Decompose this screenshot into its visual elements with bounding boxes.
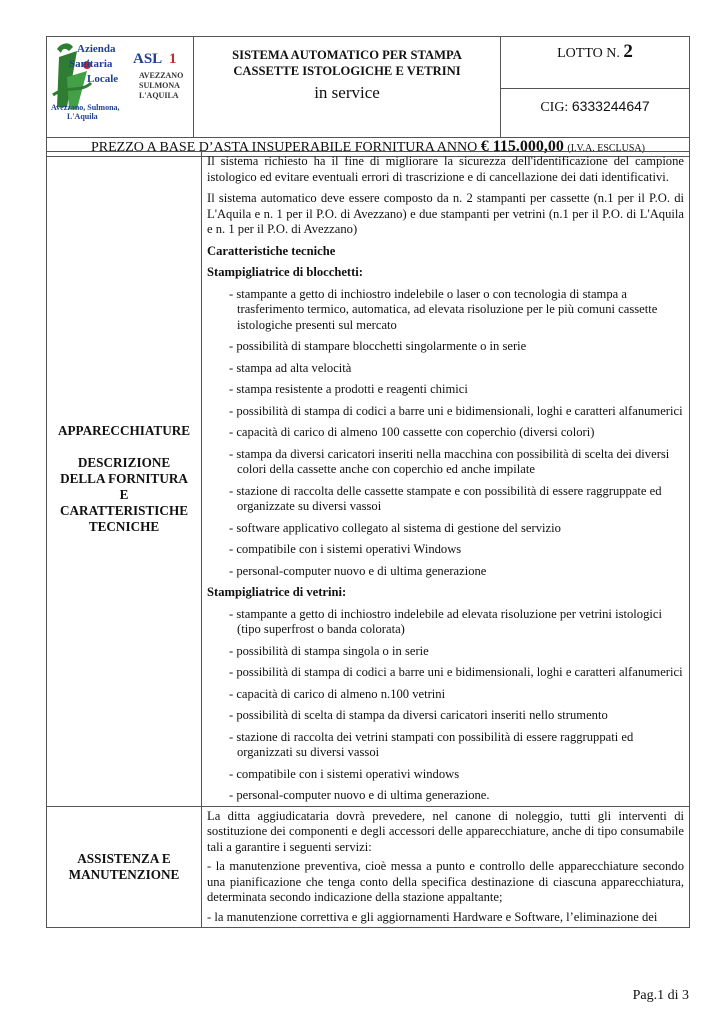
title-line-1: SISTEMA AUTOMATICO PER STAMPA xyxy=(232,48,462,62)
list-item: - capacità di carico di almeno 100 cassette con coperchio (diversi colori) xyxy=(229,425,595,439)
title-line-2: CASSETTE ISTOLOGICHE E VETRINI xyxy=(233,64,461,78)
intro-paragraph-1: Il sistema richiesto ha il fine di migliorare la sicurezza dell'identificazione del campione istologico ed evitare eventuali errori di trascrizione e di cancellazione dei dati identificativi. xyxy=(207,154,684,184)
list-item: - stampante a getto di inchiostro indelebile o laser o con tecnologia di stampa a trasferimento termico, automatica, ad elevata risoluzione per le più comuni cassette istologiche presenti sul mercato xyxy=(229,286,658,332)
list-item: - stampa resistente a prodotti e reagenti chimici xyxy=(229,382,468,396)
main-table xyxy=(46,151,690,928)
logo-cell xyxy=(47,37,194,138)
list-item: - possibilità di stampa di codici a barre uni e bidimensionali, loghi e caratteri alfanumerici xyxy=(229,665,683,679)
section1-right xyxy=(202,152,690,807)
list-item: - stampa ad alta velocità xyxy=(229,360,352,375)
header-table xyxy=(46,36,690,157)
logo-asl-text: ASL xyxy=(133,51,163,67)
section2-left xyxy=(47,806,202,928)
slides-list xyxy=(227,607,684,804)
maintenance-paragraph-1: La ditta aggiudicataria dovrà prevedere, nel canone di noleggio, tutti gli interventi di sostituzione dei componenti e degli accessori delle apparecchiature, anche di tipo consumabile tali a garantire i seguenti servizi: xyxy=(207,808,684,854)
list-item: - possibilità di stampa di codici a barre uni e bidimensionali, loghi e caratteri alfanumerici xyxy=(229,403,683,418)
section1-subtitle-3: E xyxy=(119,486,129,502)
list-item: - stazione di raccolta delle cassette stampate e con possibilità di essere raggruppate ed organizzate su diversi vassoi xyxy=(229,483,662,513)
cig-cell xyxy=(501,88,690,137)
logo-city-2: SULMONA xyxy=(139,81,180,90)
maintenance-paragraph-3: - la manutenzione correttiva e gli aggiornamenti Hardware e Software, l’eliminazione dei xyxy=(207,909,658,924)
price-prefix: PREZZO A BASE D’ASTA INSUPERABILE FORNITURA ANNO xyxy=(91,140,478,155)
title-sub: in service xyxy=(314,83,380,102)
section1-subtitle-4: CARATTERISTICHE xyxy=(60,502,188,518)
logo-asl-number: 1 xyxy=(169,51,177,67)
list-item: - stampa da diversi caricatori inseriti nella macchina con possibilità di scelta dei diversi colori della cassette anche con coperchio ed anche impilate xyxy=(229,446,670,476)
list-item: - personal-computer nuovo e di ultima generazione. xyxy=(229,788,490,802)
tech-heading: Caratteristiche tecniche xyxy=(207,243,336,258)
blocks-heading: Stampigliatrice di blocchetti: xyxy=(207,265,363,279)
logo-bottom-line1: Avezzano, Sulmona, xyxy=(51,103,120,112)
section1-subtitle-5: TECNICHE xyxy=(88,518,160,534)
lot-label: LOTTO N. xyxy=(557,46,620,61)
list-item: - personal-computer nuovo e di ultima generazione xyxy=(229,563,487,578)
list-item: - software applicativo collegato al sistema di gestione del servizio xyxy=(229,520,561,535)
lot-number: 2 xyxy=(623,41,633,62)
title-cell xyxy=(194,37,501,138)
list-item: - compatibile con i sistemi operativi windows xyxy=(229,766,460,781)
asl-logo xyxy=(47,37,193,121)
logo-bottom-line2: L'Aquila xyxy=(67,112,98,121)
cig-label: CIG: xyxy=(540,99,569,115)
list-item: - capacità di carico di almeno n.100 vetrini xyxy=(229,686,446,701)
maintenance-paragraph-2: - la manutenzione preventiva, cioè messa a punto e controllo delle apparecchiature secondo una pianificazione che tenga conto della specifica destinazione di ciascuna apparecchiatura, determinata secondo indicazione della stazione appaltante; xyxy=(207,859,684,904)
blocks-list xyxy=(227,287,684,580)
section2-right xyxy=(202,806,690,928)
logo-text-azienda: Azienda xyxy=(77,43,116,55)
price-value: € 115.000,00 xyxy=(480,138,564,155)
list-item: - stazione di raccolta dei vetrini stampati con possibilità di essere raggruppati ed organizzati su diversi vassoi xyxy=(229,729,634,759)
slides-heading: Stampigliatrice di vetrini: xyxy=(207,585,347,599)
list-item: - possibilità di stampare blocchetti singolarmente o in serie xyxy=(229,339,527,353)
page-number: Pag.1 di 3 xyxy=(632,988,689,1003)
section1-left xyxy=(47,152,202,807)
list-item: - possibilità di stampa singola o in serie xyxy=(229,643,429,658)
cig-value: 6333244647 xyxy=(571,97,650,114)
intro-paragraph-2: Il sistema automatico deve essere composto da n. 2 stampanti per cassette (n.1 per il P.O. di L'Aquila e n. 1 per il P.O. di Avezzano) e due stampanti per vetrini (n.1 per il P.O. di L'Aquila e n. 1 per il P.O. di Avezzano) xyxy=(207,191,684,236)
section1-subtitle-2: DELLA FORNITURA xyxy=(60,470,188,486)
section2-title-line-2: MANUTENZIONE xyxy=(68,866,180,882)
list-item: - compatibile con i sistemi operativi Windows xyxy=(229,542,462,556)
list-item: - possibilità di scelta di stampa da diversi caricatori inseriti nello strumento xyxy=(229,708,608,722)
lot-cell xyxy=(501,37,690,89)
section1-subtitle-1: DESCRIZIONE xyxy=(77,454,171,470)
logo-text-sanitaria: Sanitaria xyxy=(69,58,113,70)
price-note: (I.V.A. ESCLUSA) xyxy=(567,143,645,154)
section1-title: APPARECCHIATURE xyxy=(57,422,191,438)
section2-title-line-1: ASSISTENZA E xyxy=(77,850,171,866)
list-item: - stampante a getto di inchiostro indelebile ad elevata risoluzione per vetrini istologici (tipo superfrost o banda colorata) xyxy=(229,606,662,636)
logo-text-locale: Locale xyxy=(87,73,119,85)
logo-city-3: L'AQUILA xyxy=(139,91,179,100)
logo-city-1: AVEZZANO xyxy=(139,71,184,80)
